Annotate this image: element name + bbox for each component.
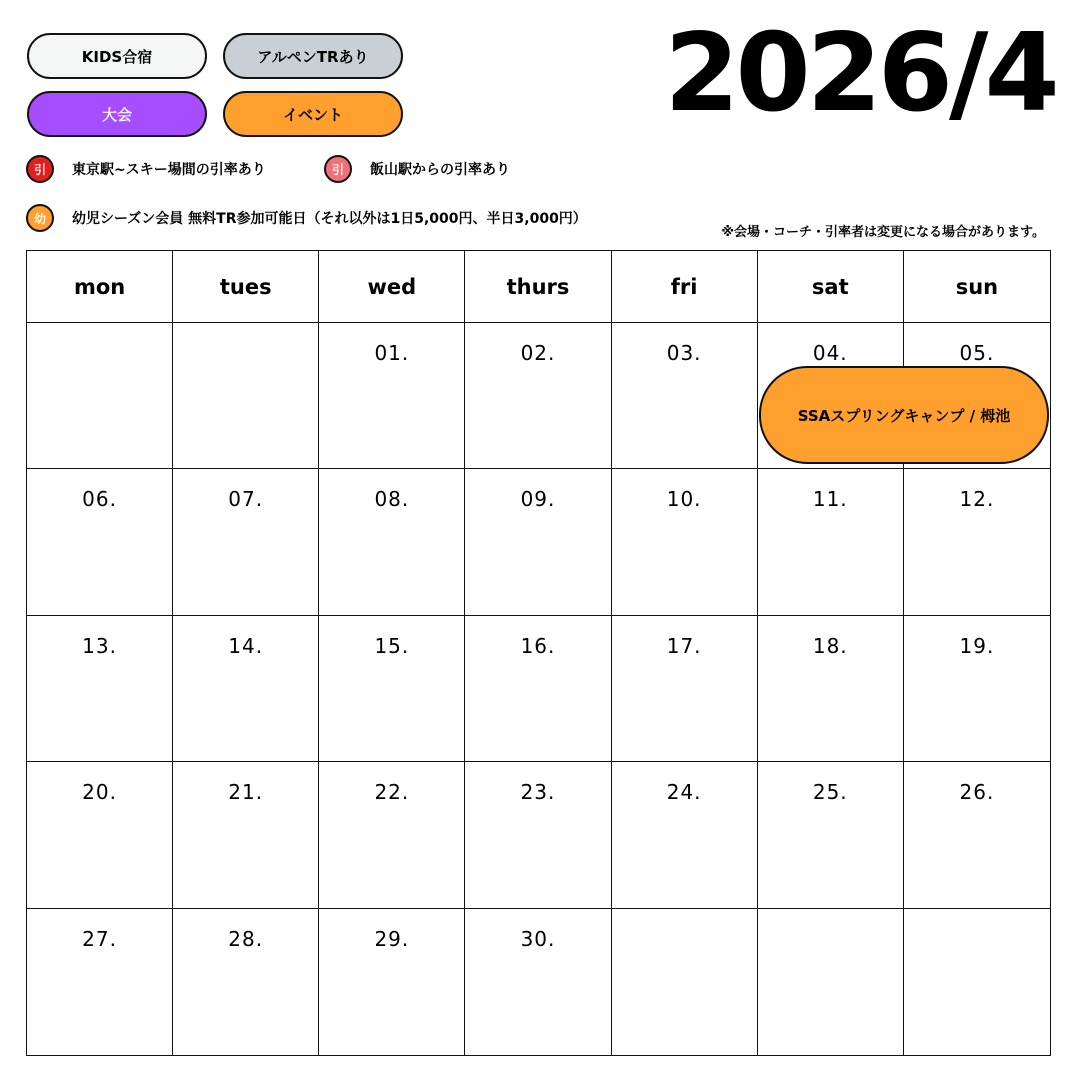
- day-cell[interactable]: [173, 616, 319, 762]
- day-cell[interactable]: [465, 909, 611, 1055]
- day-cell: [758, 909, 904, 1055]
- weekday-header-thurs: thurs: [465, 251, 611, 323]
- day-cell[interactable]: [319, 762, 465, 908]
- day-cell[interactable]: [319, 909, 465, 1055]
- day-number: 13.: [82, 633, 117, 658]
- day-cell[interactable]: [27, 909, 173, 1055]
- day-number: 22.: [374, 780, 410, 805]
- event-spring-camp[interactable]: SSAスプリングキャンプ / 栂池: [759, 366, 1049, 464]
- day-cell[interactable]: [27, 616, 173, 762]
- day-number: 14.: [228, 633, 264, 658]
- day-cell: [904, 909, 1050, 1055]
- day-number: 17.: [666, 633, 702, 658]
- day-number: 27.: [82, 926, 117, 951]
- weekday-header-tues: tues: [173, 251, 319, 323]
- day-number: 24.: [666, 780, 702, 805]
- day-number: 04.: [812, 341, 848, 365]
- day-number: 06.: [82, 487, 117, 512]
- day-cell[interactable]: [612, 323, 758, 469]
- legend-tokyo-escort: [26, 155, 266, 183]
- day-cell[interactable]: [904, 762, 1050, 908]
- day-cell: [173, 323, 319, 469]
- legend-tokyo-escort-label: 東京駅~スキー場間の引率あり: [72, 162, 266, 178]
- day-cell[interactable]: [904, 469, 1050, 615]
- day-cell[interactable]: [173, 909, 319, 1055]
- day-cell[interactable]: [904, 616, 1050, 762]
- day-number: 30.: [520, 926, 556, 951]
- day-number: 01.: [374, 341, 410, 365]
- weekday-header-mon: mon: [27, 251, 173, 323]
- day-number: 23.: [520, 780, 556, 805]
- weekday-header-sun: sun: [904, 251, 1050, 323]
- day-number: 26.: [959, 780, 995, 805]
- day-number: 15.: [374, 633, 410, 658]
- day-cell[interactable]: [319, 323, 465, 469]
- day-cell[interactable]: [758, 762, 904, 908]
- day-number: 19.: [959, 633, 995, 658]
- day-cell[interactable]: [612, 469, 758, 615]
- weekday-header-fri: fri: [612, 251, 758, 323]
- day-number: 09.: [520, 487, 556, 512]
- day-number: 21.: [228, 780, 264, 805]
- infant-orange-badge: 幼: [26, 204, 54, 232]
- day-number: 20.: [82, 780, 117, 805]
- day-number: 02.: [520, 341, 556, 365]
- day-cell[interactable]: [758, 469, 904, 615]
- day-cell: [27, 323, 173, 469]
- day-cell[interactable]: [465, 323, 611, 469]
- escort-red-badge: 引: [26, 155, 54, 183]
- day-cell[interactable]: [319, 469, 465, 615]
- legend-alpine-training: アルペンTRあり: [223, 33, 403, 79]
- day-cell[interactable]: [758, 616, 904, 762]
- escort-pink-badge: 引: [324, 155, 352, 183]
- legend-event: イベント: [223, 91, 403, 137]
- legend-infant-member-label: 幼児シーズン会員 無料TR参加可能日（それ以外は1日5,000円、半日3,000円）: [72, 211, 587, 227]
- day-number: 18.: [812, 633, 848, 658]
- legend-kids-camp: KIDS合宿: [27, 33, 207, 79]
- day-cell[interactable]: [173, 762, 319, 908]
- day-cell[interactable]: [465, 616, 611, 762]
- day-number: 12.: [959, 487, 995, 512]
- change-notice: ※会場・コーチ・引率者は変更になる場合があります。: [721, 225, 1045, 240]
- day-cell: [612, 909, 758, 1055]
- day-number: 03.: [666, 341, 702, 365]
- legend-infant-member: [26, 204, 587, 232]
- day-number: 28.: [228, 926, 264, 951]
- day-cell[interactable]: [465, 762, 611, 908]
- day-number: 16.: [520, 633, 556, 658]
- day-number: 07.: [228, 487, 264, 512]
- day-cell[interactable]: [27, 469, 173, 615]
- day-number: 10.: [666, 487, 702, 512]
- day-number: 08.: [374, 487, 410, 512]
- day-cell[interactable]: [612, 762, 758, 908]
- legend-tournament: 大会: [27, 91, 207, 137]
- day-number: 29.: [374, 926, 410, 951]
- day-cell[interactable]: [319, 616, 465, 762]
- legend-iiyama-escort: [324, 155, 510, 183]
- legend-iiyama-escort-label: 飯山駅からの引率あり: [370, 162, 510, 178]
- day-number: 05.: [959, 341, 995, 365]
- weekday-header-wed: wed: [319, 251, 465, 323]
- day-number: 25.: [812, 780, 848, 805]
- page-title: 2026/4: [664, 11, 1056, 136]
- day-cell[interactable]: [27, 762, 173, 908]
- day-number: 11.: [812, 487, 848, 512]
- day-cell[interactable]: [465, 469, 611, 615]
- day-cell[interactable]: [173, 469, 319, 615]
- weekday-header-sat: sat: [758, 251, 904, 323]
- day-cell[interactable]: [612, 616, 758, 762]
